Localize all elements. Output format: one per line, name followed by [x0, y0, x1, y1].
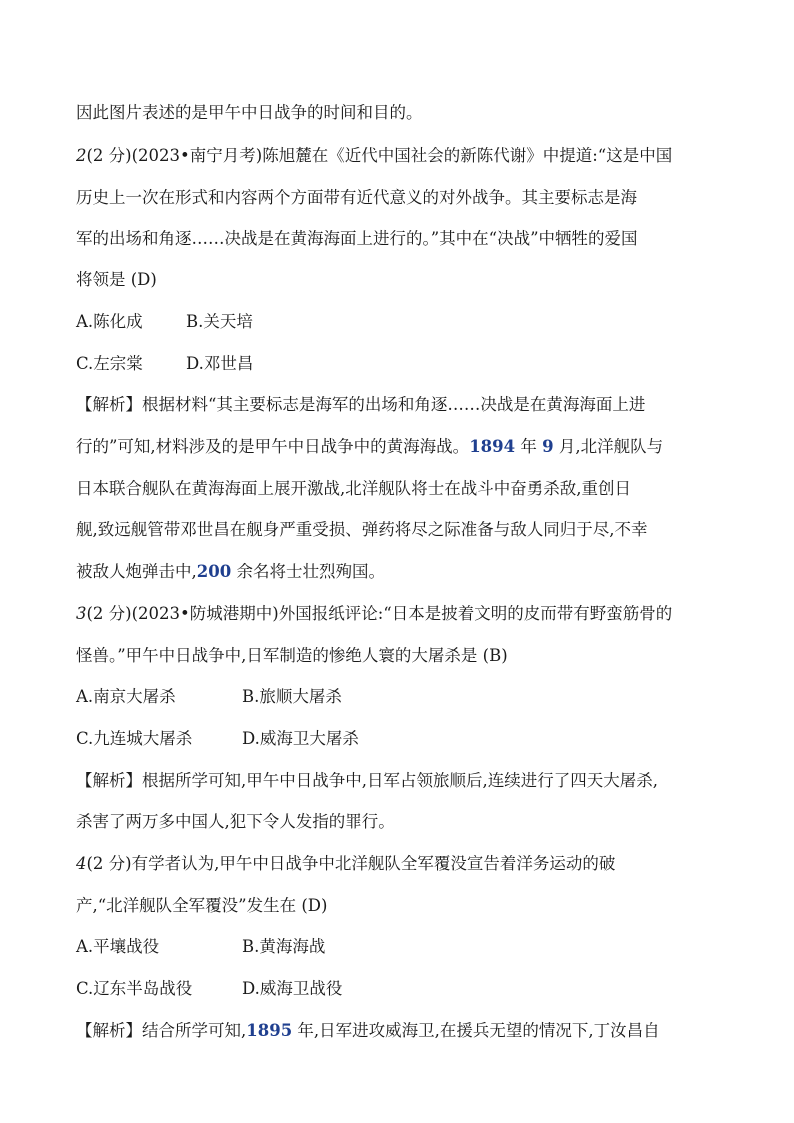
- analysis-label: 【解析】: [76, 771, 142, 790]
- text: 月,北洋舰队与: [553, 437, 664, 456]
- number: 200: [196, 562, 232, 581]
- text: 舰,致远舰管带邓世昌在舰身严重受损、弹药将尽之际准备与敌人同归于尽,不幸: [76, 520, 648, 539]
- analysis-label: 【解析】: [76, 395, 142, 414]
- text: 怪兽。”甲午中日战争中,日军制造的惨绝人寰的大屠杀是 (B): [76, 646, 508, 665]
- question-number: 3: [76, 604, 87, 623]
- question-4-options-cd: [76, 978, 342, 1000]
- analysis-2-line-3: [76, 478, 631, 500]
- text: 将领是 (D): [76, 270, 157, 289]
- text: (2 分)(2023•防城港期中)外国报纸评论:“日本是披着文明的皮而带有野蛮筋骨的: [86, 604, 673, 623]
- year: 1895: [246, 1021, 293, 1040]
- option-a: A.平壤战役: [76, 937, 160, 956]
- question-4-line-1: [76, 853, 615, 875]
- analysis-label: 【解析】: [76, 1021, 142, 1040]
- question-3-options-ab: [76, 686, 342, 708]
- text: 杀害了两万多中国人,犯下令人发指的罪行。: [76, 812, 395, 831]
- text: 年: [515, 437, 543, 456]
- question-2-line-4: [76, 269, 157, 291]
- option-b: B.旅顺大屠杀: [242, 687, 342, 706]
- text: (2 分)有学者认为,甲午中日战争中北洋舰队全军覆没宣告着洋务运动的破: [86, 854, 616, 873]
- option-a: A.陈化成: [76, 312, 143, 331]
- analysis-2-line-2: [76, 436, 663, 458]
- option-b: B.黄海海战: [242, 937, 326, 956]
- text: 余名将士壮烈殉国。: [231, 562, 385, 581]
- text: 行的”可知,材料涉及的是甲午中日战争中的黄海海战。: [76, 437, 470, 456]
- option-c: C.辽东半岛战役: [76, 979, 193, 998]
- text: 根据所学可知,甲午中日战争中,日军占领旅顺后,连续进行了四天大屠杀,: [142, 771, 658, 790]
- option-d: D.威海卫大屠杀: [242, 729, 359, 748]
- text: 结合所学可知,: [142, 1021, 247, 1040]
- analysis-4-line-1: [76, 1020, 660, 1042]
- analysis-2-line-5: [76, 561, 385, 583]
- question-3-line-1: [76, 603, 672, 625]
- question-2-line-1: [76, 145, 672, 167]
- year: 1894: [469, 437, 516, 456]
- question-3-options-cd: [76, 728, 359, 750]
- question-3-line-2: [76, 645, 508, 667]
- analysis-2-line-1: [76, 394, 645, 416]
- option-c: C.左宗棠: [76, 354, 143, 373]
- text: 历史上一次在形式和内容两个方面带有近代意义的对外战争。其主要标志是海: [76, 188, 637, 207]
- text: 产,“北洋舰队全军覆没”发生在 (D): [76, 896, 328, 915]
- analysis-2-line-4: [76, 519, 648, 541]
- option-a: A.南京大屠杀: [76, 687, 176, 706]
- text: (2 分)(2023•南宁月考)陈旭麓在《近代中国社会的新陈代谢》中提道:“这是中国: [86, 146, 673, 165]
- option-c: C.九连城大屠杀: [76, 729, 193, 748]
- text: 年,日军进攻威海卫,在援兵无望的情况下,丁汝昌自: [292, 1021, 660, 1040]
- text-line-1: [76, 102, 423, 124]
- month: 9: [542, 437, 554, 456]
- option-b: B.关天培: [186, 312, 253, 331]
- option-d: D.威海卫战役: [242, 979, 343, 998]
- question-4-line-2: [76, 895, 327, 917]
- text: 被敌人炮弹击中,: [76, 562, 197, 581]
- analysis-3-line-2: [76, 811, 395, 833]
- question-2-options-cd: [76, 353, 253, 375]
- text: 军的出场和角逐……决战是在黄海海面上进行的。”其中在“决战”中牺牲的爱国: [76, 229, 638, 248]
- text: 因此图片表述的是甲午中日战争的时间和目的。: [76, 103, 423, 122]
- text: 根据材料“其主要标志是海军的出场和角逐……决战是在黄海海面上进: [142, 395, 646, 414]
- question-4-options-ab: [76, 936, 325, 958]
- text: 日本联合舰队在黄海海面上展开激战,北洋舰队将士在战斗中奋勇杀敌,重创日: [76, 479, 631, 498]
- question-2-options-ab: [76, 311, 253, 333]
- question-number: 2: [76, 146, 87, 165]
- analysis-3-line-1: [76, 770, 658, 792]
- option-d: D.邓世昌: [186, 354, 254, 373]
- question-2-line-3: [76, 228, 638, 250]
- question-number: 4: [76, 854, 87, 873]
- question-2-line-2: [76, 187, 637, 209]
